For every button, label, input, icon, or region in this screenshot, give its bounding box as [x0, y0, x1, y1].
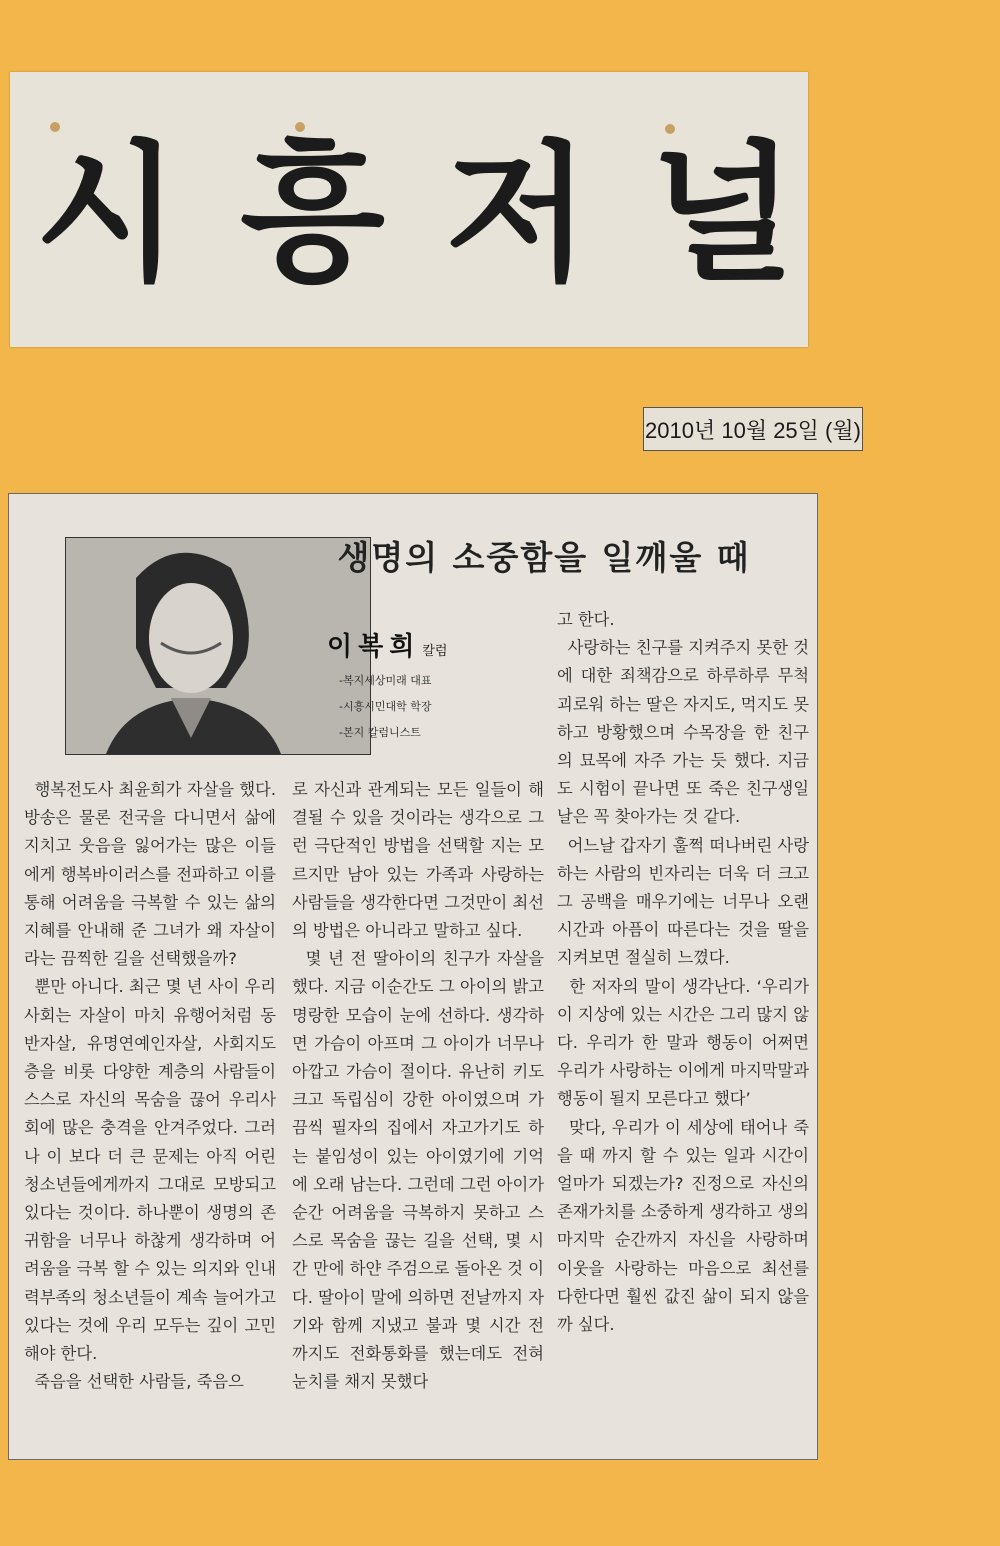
column-article	[8, 493, 818, 1460]
article-headline: 생명의 소중함을 일깨울 때	[337, 538, 751, 577]
newspaper-title	[35, 130, 795, 300]
issue-date: 2010년 10월 25일 (월)	[643, 407, 863, 451]
column-tag: 칼럼	[422, 644, 448, 659]
title-char: 저	[445, 128, 590, 302]
article-column-2: 로 자신과 관계되는 모든 일들이 해결될 수 있을 것이라는 생각으로 그런 극단적인 방법을 선택할 지는 모르지만 남아 있는 가족과 사랑하는 사람들을 생각한다면 그것만이 최선의 방법은 아니라고 말하고 싶다. 몇 년 전 딸아이의 친구가 자살을 했다. 지금 이순간도 그 아이의 밝고 명랑한 모습이 눈에 선하다. 생각하면 가슴이 아프며 그 아이가 너무나 아깝고 가슴이 절이다. 유난히 키도 크고 독립심이 강한 아이였으며 가끔씩 필자의 집에서 자고가기도 하는 붙임성이 있는 아이였기에 기억에 오래 남는다. 그런데 그런 아이가 순간 어려움을 극복하지 못하고 스스로 목숨을 끊는 길을 선택, 몇 시간 만에 하얀 주검으로 돌아온 것 이다. 딸아이 말에 의하면 전날까지 자기와 함께 지냈고 불과 몇 시간 전 까지도 전화통화를 했는데도 전혀 눈치를 채지 못했다	[292, 780, 545, 1392]
article-column-3: 고 한다. 사랑하는 친구를 지켜주지 못한 것에 대한 죄책감으로 하루하루 무척 괴로워 하는 딸은 자지도, 먹지도 못하고 방황했으며 수목장을 한 친구의 묘목에 자주 가는 듯 했다. 지금도 시험이 끝나면 또 죽은 친구생일날은 꼭 찾아가는 것 같다. 어느날 갑자기 훌쩍 떠나버린 사랑하는 사람의 빈자리는 더욱 더 크고 그 공백을 매우기에는 너무나 오랜 시간과 아픔이 따른다는 것을 딸을 지켜보면 절실히 느꼈다. 한 저자의 말이 생각난다. ‘우리가 이 지상에 있는 시간은 그리 많지 않다. 우리가 한 말과 행동이 어쩌면 우리가 사랑하는 이에게 마지막말과 행동이 될지 모른다고 했다’ 맞다, 우리가 이 세상에 태어나 죽을 때 까지 할 수 있는 일과 시간이 얼마가 되겠는가? 진정으로 자신의 존재가치를 소중하게 생각하고 생의 마지막 순간까지 자신을 사랑하며 이웃을 사랑하는 마음으로 최선를 다한다면 훨씬 값진 삶이 되지 않을까 싶다.	[557, 610, 810, 1335]
author-credit: -시흥시민대학 학장	[339, 700, 432, 713]
author-byline	[327, 626, 527, 662]
title-char: 시	[35, 128, 180, 302]
author-credit: -본지 칼럼니스트	[339, 726, 421, 739]
author-name: 이복희	[327, 632, 421, 662]
title-char: 흥	[240, 128, 385, 302]
title-char: 널	[650, 128, 795, 302]
author-credit: -복지세상미래 대표	[339, 674, 432, 687]
masthead-clipping	[10, 72, 808, 347]
article-column-1: 행복전도사 최윤희가 자살을 했다. 방송은 물론 전국을 다니면서 삶에 지치고 웃음을 잃어가는 많은 이들에게 행복바이러스를 전파하고 이를 통해 어려움을 극복할 수 있는 삶의 지혜를 안내해 준 그녀가 왜 자살이라는 끔찍한 길을 선택했을까? 뿐만 아니다. 최근 몇 년 사이 우리사회는 자살이 마치 유행어처럼 동반자살, 유명연예인자살, 사회지도층을 비롯 다양한 계층의 사람들이 스스로 자신의 목숨을 끊어 우리사회에 많은 충격을 안겨주었다. 그러나 이 보다 더 큰 문제는 아직 어린 청소년들에게까지 그대로 모방되고 있다는 것이다. 하나뿐이 생명의 존귀함을 너무나 하찮게 생각하며 어려움을 극복 할 수 있는 의지와 인내력부족의 청소년들이 계속 늘어가고 있다는 것에 우리 모두는 깊이 고민해야 한다. 죽음을 선택한 사람들, 죽음으	[24, 780, 276, 1392]
